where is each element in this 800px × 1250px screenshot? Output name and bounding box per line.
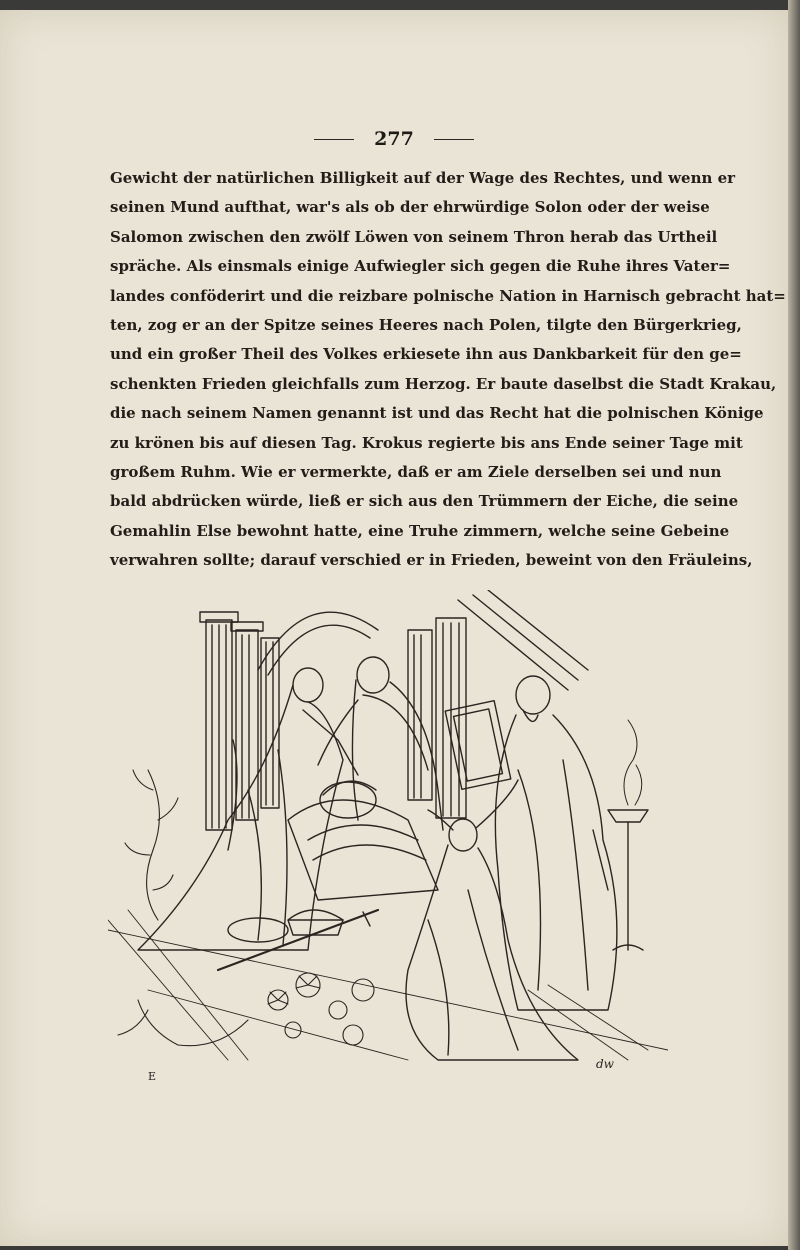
- columns-left: [200, 612, 279, 830]
- book-page: [0, 10, 788, 1246]
- body-text: [110, 164, 786, 575]
- text-line: spräche. Als einsmals einige Aufwiegler sich gegen die Ruhe ihres Vater=: [110, 257, 731, 276]
- text-line: Gemahlin Else bewohnt hatte, eine Truhe zimmern, welche seine Gebeine: [110, 521, 730, 540]
- text-line: Gewicht der natürlichen Billigkeit auf der Wage des Rechtes, und wenn er: [110, 169, 736, 187]
- monogram-right: dw: [596, 1057, 614, 1071]
- text-line: seinen Mund aufthat, war's als ob der ehrwürdige Solon oder der weise: [110, 198, 710, 217]
- text-line: landes conföderirt und die reizbare polnische Nation in Harnisch gebracht hat=: [110, 286, 786, 305]
- vine-left: [125, 770, 178, 920]
- regalia: [218, 910, 378, 970]
- page-number: 277: [374, 128, 414, 150]
- text-line: die nach seinem Namen genannt ist und das Recht hat die polnischen Könige: [110, 404, 764, 423]
- text-line: zu krönen bis auf diesen Tag. Krokus regierte bis ans Ende seiner Tage mit: [110, 433, 743, 452]
- page-edge-shadow: [788, 0, 800, 1250]
- text-line: schenkten Frieden gleichfalls zum Herzog. Er baute daselbst die Stadt Krakau,: [110, 374, 777, 393]
- monogram-left: E: [148, 1070, 157, 1083]
- figure-left-woman: [138, 668, 358, 950]
- chest: [445, 701, 511, 790]
- header-rule-right: [434, 139, 474, 140]
- brazier: [608, 720, 648, 950]
- flowers: [118, 973, 374, 1046]
- page-header: [0, 128, 788, 150]
- text-line: verwahren sollte; darauf verschied er in Frieden, beweint von den Fräuleins,: [110, 551, 753, 570]
- columns-right: [408, 618, 466, 818]
- text-line: ten, zog er an der Spitze seines Heeres nach Polen, tilgte den Bürgerkrieg,: [110, 315, 742, 334]
- figure-kneeling-woman: [406, 780, 578, 1060]
- header-rule-left: [314, 139, 354, 140]
- text-line: Salomon zwischen den zwölf Löwen von seinem Thron herab das Urtheil: [110, 227, 718, 246]
- text-line: großem Ruhm. Wie er vermerkte, daß er am Ziele derselben sei und nun: [110, 462, 722, 481]
- bier: [288, 781, 438, 900]
- engraving-illustration: [108, 590, 668, 1090]
- text-line: und ein großer Theil des Volkes erkiesete ihn aus Dankbarkeit für den ge=: [110, 345, 742, 364]
- text-line: bald abdrücken würde, ließ er sich aus den Trümmern der Eiche, die seine: [110, 492, 739, 511]
